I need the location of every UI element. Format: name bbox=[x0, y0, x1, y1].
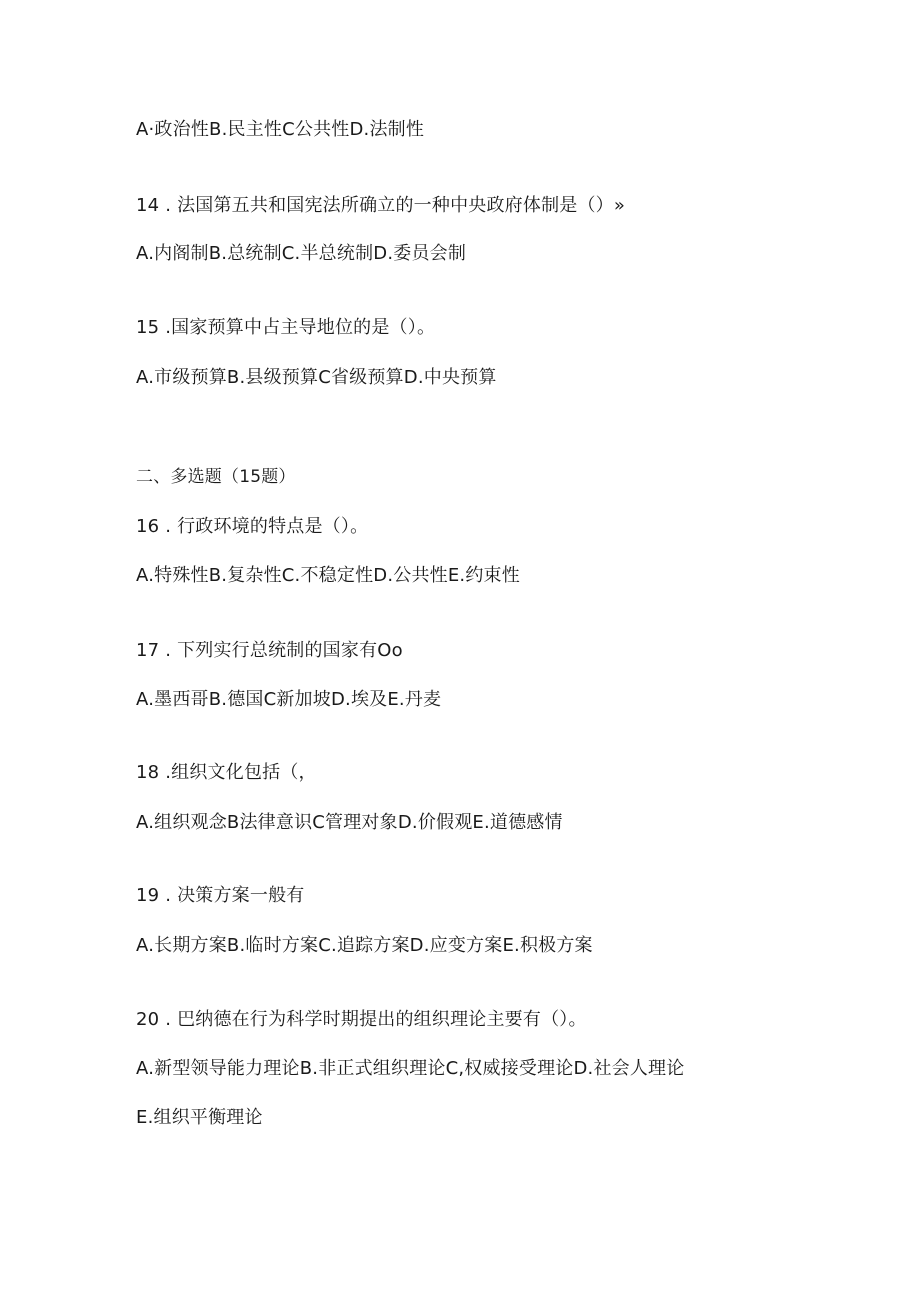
q20-options-continued: E.组织平衡理论 bbox=[136, 1107, 263, 1128]
q16-options: A.特殊性B.复杂性C.不稳定性D.公共性E.约束性 bbox=[136, 565, 520, 586]
q18-options: A.组织观念B法律意识C管理对象D.价假观E.道德感情 bbox=[136, 812, 563, 833]
q15-question: 15 .国家预算中占主导地位的是（）。 bbox=[136, 317, 436, 338]
q18-question: 18 .组织文化包括（， bbox=[136, 762, 317, 783]
q15-options: A.市级预算B.县级预算C省级预算D.中央预算 bbox=[136, 367, 497, 388]
q14-question: 14 . 法国第五共和国宪法所确立的一种中央政府体制是（）» bbox=[136, 195, 626, 216]
q17-question: 17 . 下列实行总统制的国家有Oo bbox=[136, 640, 403, 661]
q20-question: 20 . 巴纳德在行为科学时期提出的组织理论主要有（）。 bbox=[136, 1009, 587, 1030]
q13-options: A·政治性B.民主性C公共性D.法制性 bbox=[136, 119, 425, 140]
q19-options: A.长期方案B.临时方案C.追踪方案D.应变方案E.积极方案 bbox=[136, 935, 593, 956]
q19-question: 19 . 决策方案一般有 bbox=[136, 885, 305, 906]
q14-options: A.内阁制B.总统制C.半总统制D.委员会制 bbox=[136, 243, 467, 264]
q17-options: A.墨西哥B.德国C新加坡D.埃及E.丹麦 bbox=[136, 689, 442, 710]
section-title-multiple-choice: 二、多选题（15题） bbox=[136, 467, 296, 487]
q16-question: 16 . 行政环境的特点是（）。 bbox=[136, 516, 369, 537]
q20-options: A.新型领导能力理论B.非正式组织理论C,权威接受理论D.社会人理论 bbox=[136, 1058, 685, 1079]
